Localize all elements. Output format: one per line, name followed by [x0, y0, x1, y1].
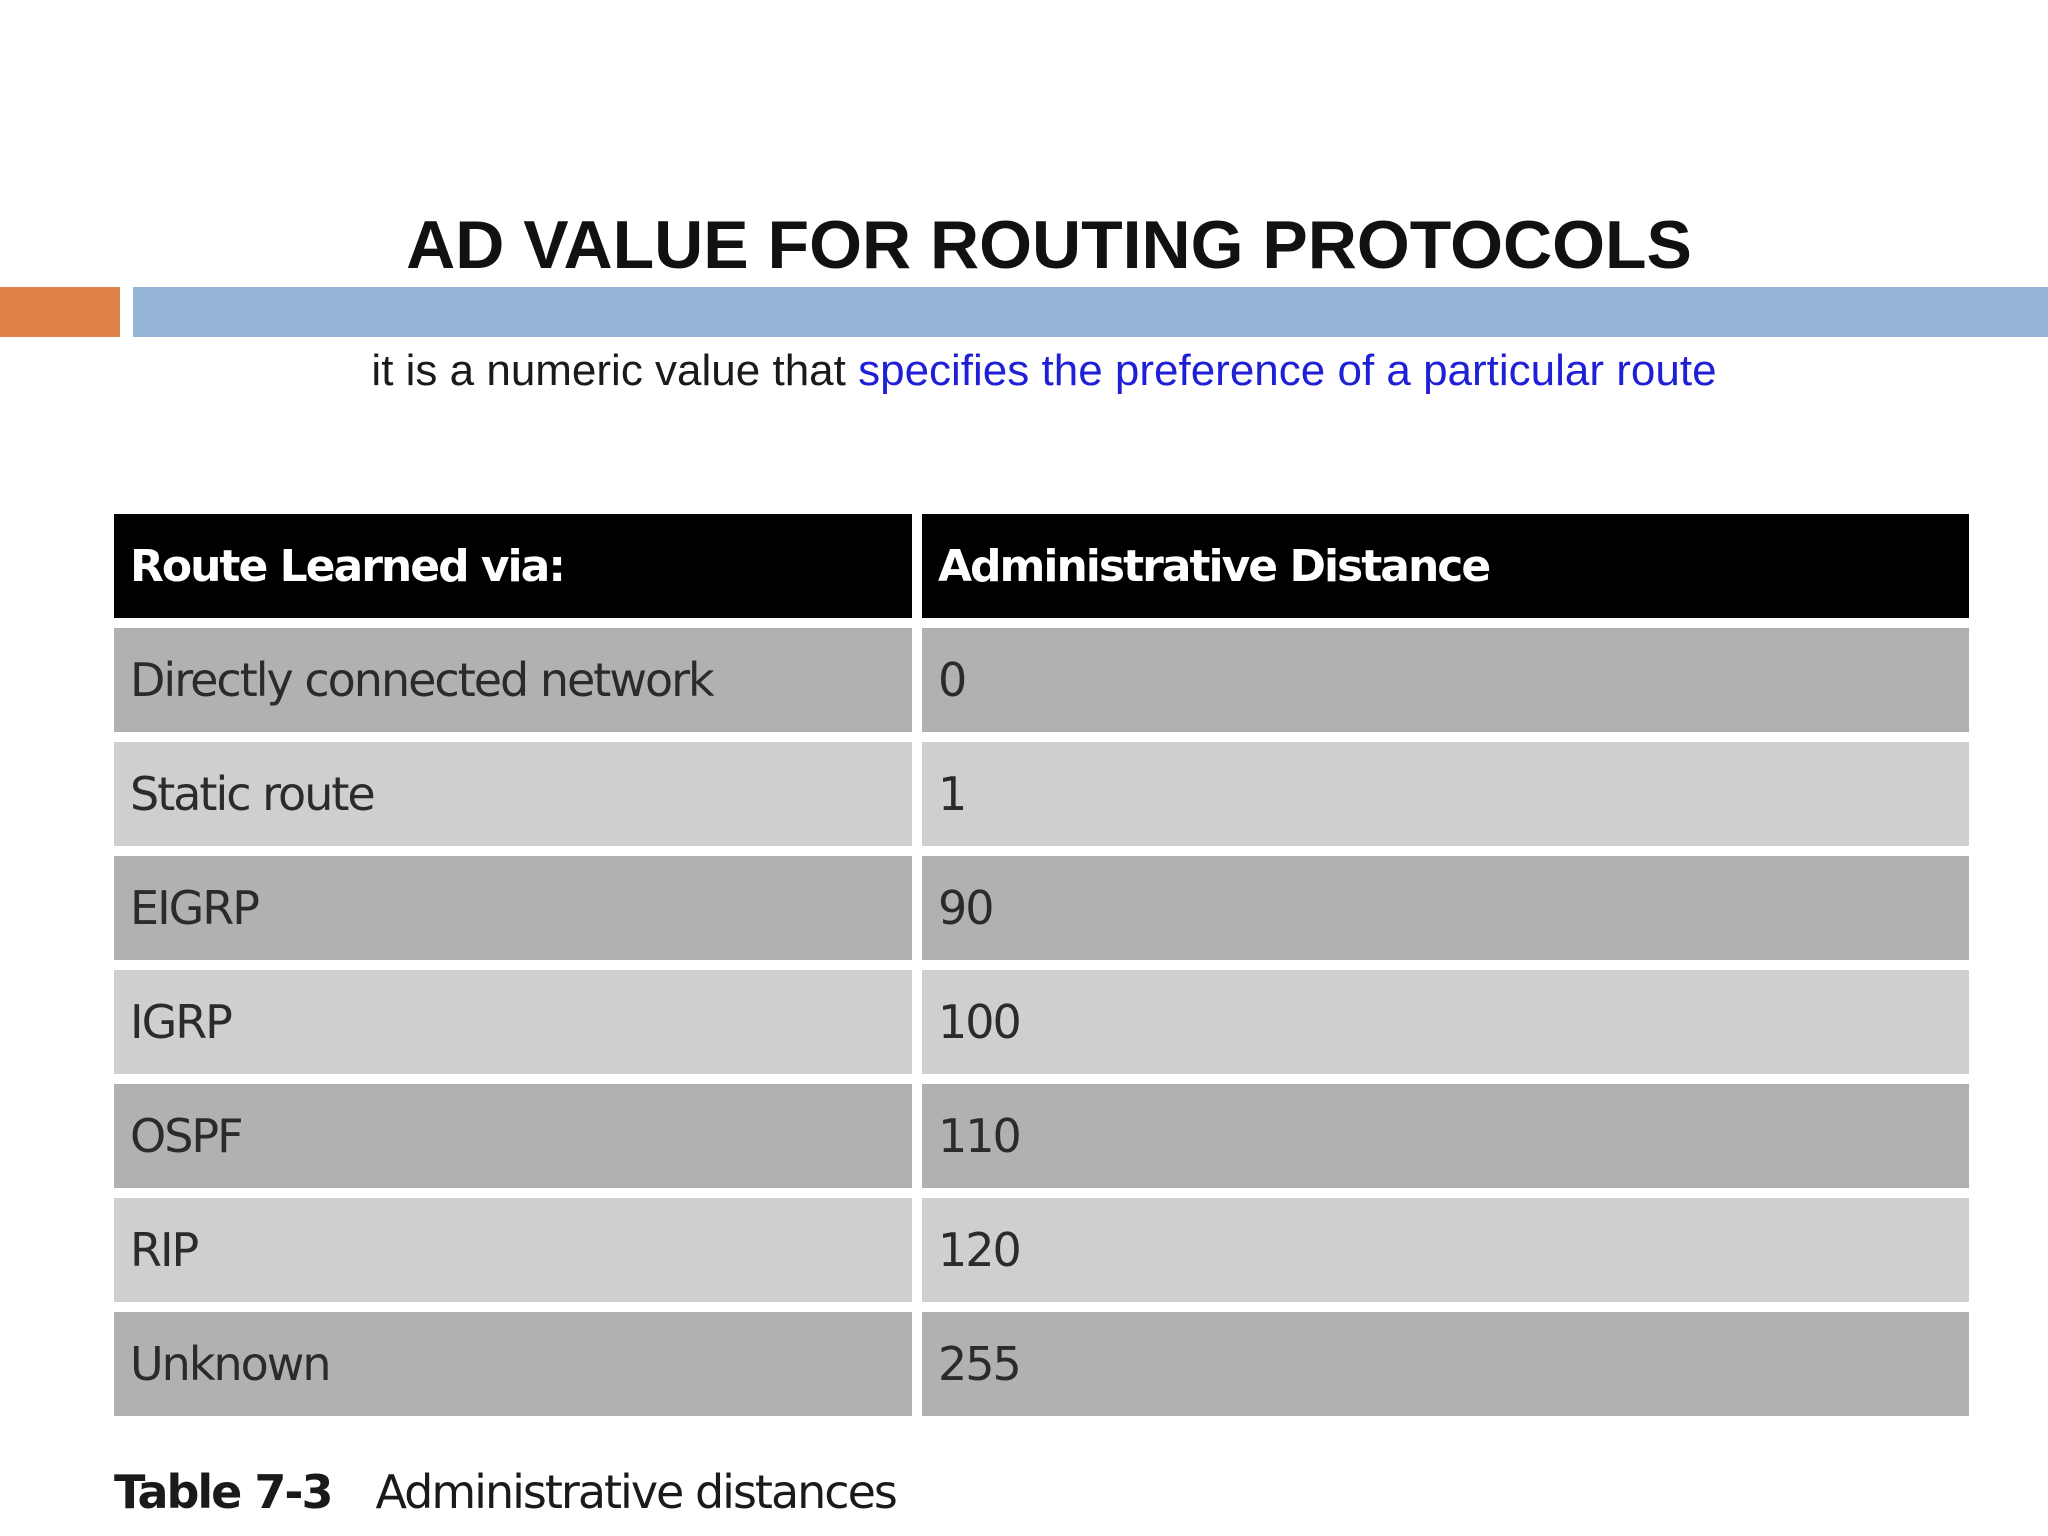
route-source-cell: OSPF — [114, 1084, 912, 1188]
ad-table-container — [114, 514, 1969, 1416]
slide-subtitle — [0, 343, 2048, 399]
route-source-cell: Unknown — [114, 1312, 912, 1416]
accent-bar-orange — [0, 287, 120, 337]
table-row — [114, 1084, 1969, 1188]
table-row — [114, 856, 1969, 960]
administrative-distance-table — [104, 504, 1979, 1426]
caption-table-number: Table 7-3 — [114, 1465, 332, 1519]
subtitle-highlight-text: specifies the preference of a particular route — [858, 346, 1717, 395]
route-source-cell: Directly connected network — [114, 628, 912, 732]
route-source-cell: Static route — [114, 742, 912, 846]
header-route-learned-via: Route Learned via: — [114, 514, 912, 618]
route-source-cell: IGRP — [114, 970, 912, 1074]
ad-value-cell: 90 — [922, 856, 1969, 960]
ad-value-cell: 110 — [922, 1084, 1969, 1188]
table-row — [114, 970, 1969, 1074]
header-administrative-distance: Administrative Distance — [922, 514, 1969, 618]
table-caption — [114, 1462, 896, 1522]
ad-value-cell: 1 — [922, 742, 1969, 846]
table-header-row — [114, 514, 1969, 618]
table-row — [114, 1312, 1969, 1416]
ad-value-cell: 255 — [922, 1312, 1969, 1416]
table-row — [114, 742, 1969, 846]
subtitle-plain-text: it is a numeric value that — [371, 346, 859, 395]
ad-value-cell: 100 — [922, 970, 1969, 1074]
table-row — [114, 628, 1969, 732]
ad-value-cell: 0 — [922, 628, 1969, 732]
route-source-cell: RIP — [114, 1198, 912, 1302]
table-row — [114, 1198, 1969, 1302]
accent-bar-blue — [133, 287, 2048, 337]
slide-title: AD VALUE FOR ROUTING PROTOCOLS — [406, 207, 1692, 283]
ad-value-cell: 120 — [922, 1198, 1969, 1302]
route-source-cell: EIGRP — [114, 856, 912, 960]
caption-text: Administrative distances — [375, 1465, 896, 1519]
